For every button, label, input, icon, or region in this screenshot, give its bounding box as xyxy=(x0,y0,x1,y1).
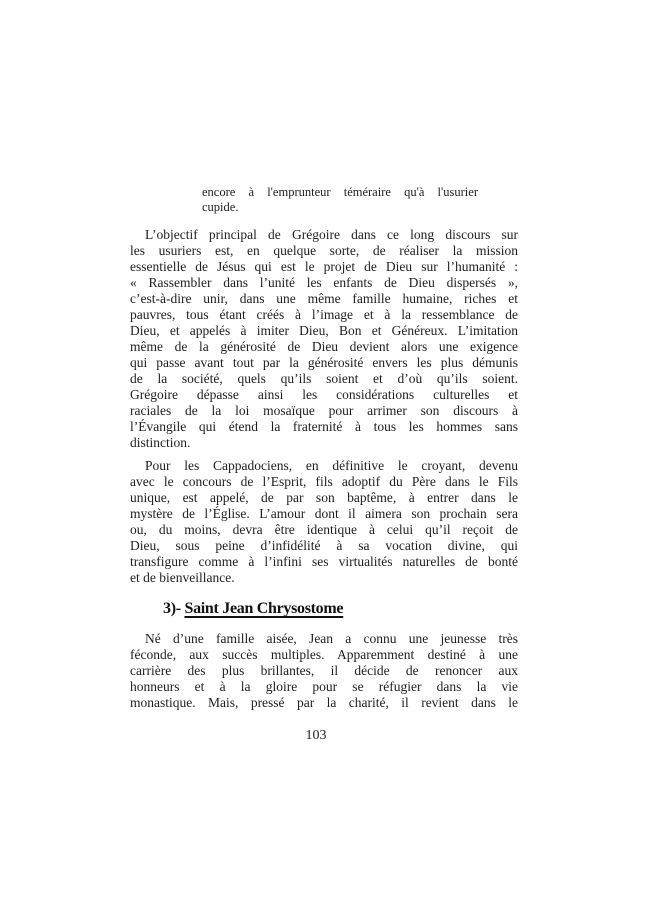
text-line: cupide. xyxy=(202,199,239,214)
text-line: encore à l'emprunteur téméraire qu'à l'usurier xyxy=(202,185,478,199)
text-line: Né d’une famille aisée, Jean a connu une jeunesse très xyxy=(145,631,518,646)
text-line: raciales de la loi mosaïque pour arrimer son discours à xyxy=(130,403,518,418)
text-line: avec le concours de l’Esprit, fils adoptif du Père dans le Fils xyxy=(130,474,518,489)
section-number: 3)- xyxy=(163,600,185,617)
page-number: 103 xyxy=(305,728,327,743)
text-line: qui passe avant tout par la générosité envers les plus démunis xyxy=(130,355,518,370)
text-line: Dieu, et appelés à imiter Dieu, Bon et Généreux. L’imitation xyxy=(130,323,518,338)
text-column xyxy=(130,185,518,711)
text-line: unique, est appelé, de par son baptême, à entrer dans le xyxy=(130,490,518,505)
text-line: même de la générosité de Dieu devient alors une exigence xyxy=(130,339,518,354)
paragraph-block xyxy=(130,227,518,451)
text-line: Pour les Cappadociens, en définitive le croyant, devenu xyxy=(145,458,518,473)
paragraph-block xyxy=(130,631,518,711)
text-line: Grégoire dépasse ainsi les considérations culturelles et xyxy=(130,387,518,402)
text-line: pauvres, tous étant créés à l’image et à la ressemblance de xyxy=(130,307,518,322)
section-title: Saint Jean Chrysostome xyxy=(184,600,344,617)
text-line: les usuriers est, en quelque sorte, de réaliser la mission xyxy=(130,243,518,258)
text-line: transfigure comme à l’infini ses virtualités naturelles de bonté xyxy=(130,554,518,569)
text-line: distinction. xyxy=(130,435,191,450)
text-line: essentielle de Jésus qui est le projet de Dieu sur l’humanité : xyxy=(130,259,518,274)
text-line: et de bienveillance. xyxy=(130,570,235,585)
text-line: Dieu, sous peine d’infidélité à sa vocation divine, qui xyxy=(130,538,518,553)
text-line: ou, du moins, devra être identique à celui qu’il reçoit de xyxy=(130,522,518,537)
text-line: monastique. Mais, pressé par la charité, il revient dans le xyxy=(130,695,518,710)
text-line: l’Évangile qui étend la fraternité à tous les hommes sans xyxy=(130,419,518,434)
text-line: féconde, aux succès multiples. Apparemment destiné à une xyxy=(130,647,518,662)
paragraph-block xyxy=(130,458,518,586)
section-heading xyxy=(163,599,518,619)
text-line: mystère de l’Église. L’amour dont il aimera son prochain sera xyxy=(130,506,518,521)
text-line: c’est-à-dire unir, dans une même famille humaine, riches et xyxy=(130,291,518,306)
text-line: « Rassembler dans l’unité les enfants de Dieu dispersés », xyxy=(130,275,518,290)
text-line: carrière des plus brillantes, il décide de renoncer aux xyxy=(130,663,518,678)
text-line: honneurs et à la gloire pour se réfugier dans la vie xyxy=(130,679,518,694)
text-line: de la société, quels qu’ils soient et d’où qu’ils soient. xyxy=(130,371,518,386)
text-line: L’objectif principal de Grégoire dans ce long discours sur xyxy=(145,227,518,242)
quote-block xyxy=(202,185,478,214)
